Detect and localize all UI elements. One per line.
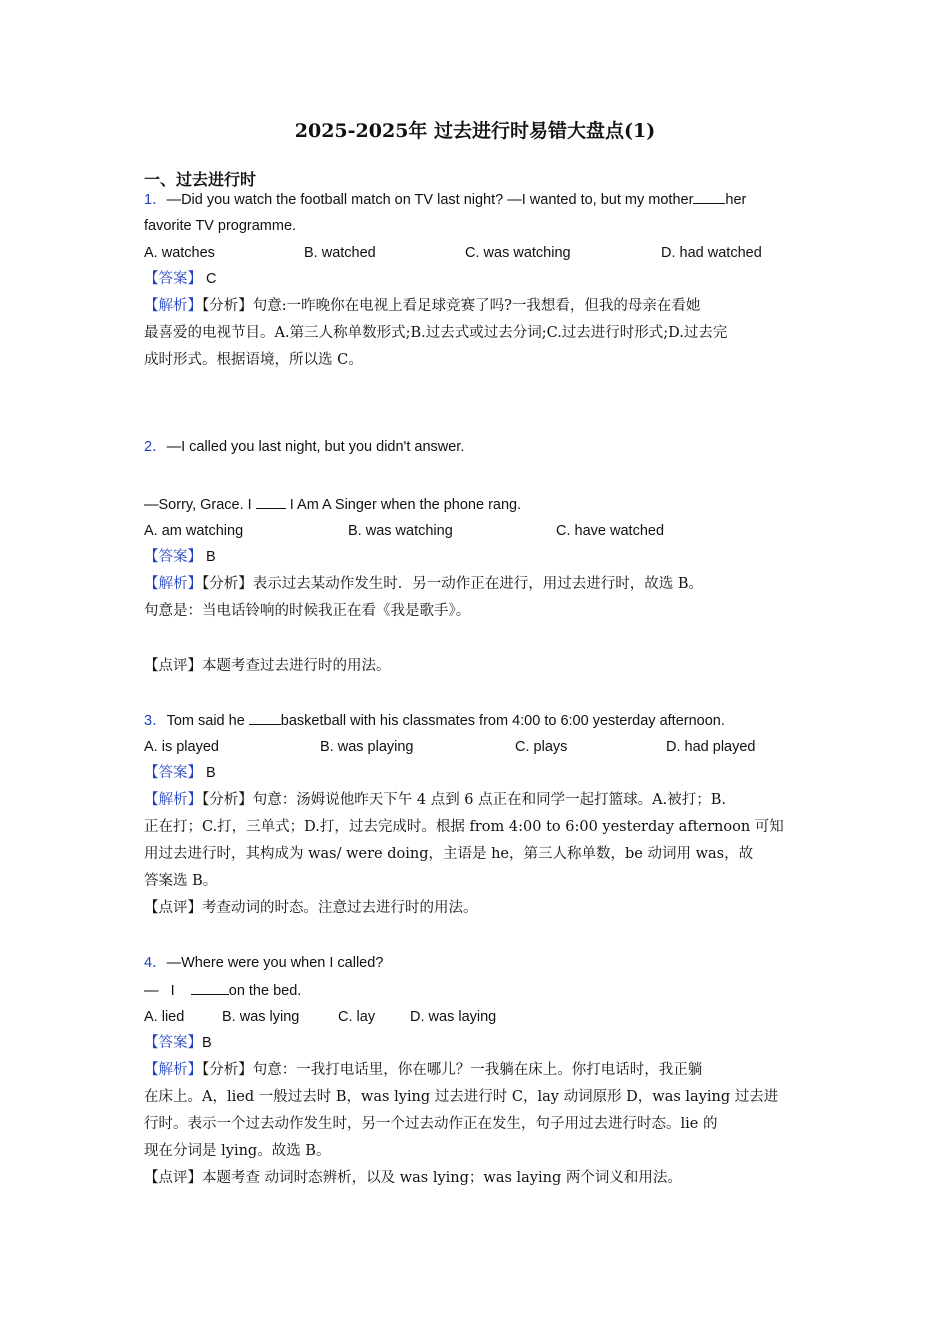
question-1-stem-line-1 (144, 189, 746, 210)
answer-value: B (206, 549, 216, 565)
answer-value: B (206, 765, 216, 781)
question-3-analysis-line-4: 答案选 B。 (144, 873, 218, 889)
answer-label: 【答案】 (144, 1035, 202, 1051)
question-4-option-c: C. lay (338, 1009, 376, 1025)
question-1-blank (693, 189, 725, 204)
question-3-options (144, 737, 804, 757)
question-3-option-d: D. had played (666, 739, 756, 755)
question-4-option-a: A. lied (144, 1009, 185, 1025)
answer-label: 【答案】 (144, 271, 202, 287)
question-2-analysis-line-1 (144, 574, 703, 594)
analysis-text: 【分析】句意：一我打电话里，你在哪儿？一我躺在床上。你打电话时，我正躺 (202, 1062, 703, 1078)
question-3-option-b: B. was playing (320, 739, 414, 755)
question-4-stem-line-1 (144, 953, 383, 973)
question-1-analysis-line-2: 最喜爱的电视节目。A.第三人称单数形式;B.过去式或过去分词;C.过去进行时形式;D.过去完 (144, 325, 728, 341)
question-2-options (144, 521, 744, 541)
question-1-option-b: B. watched (304, 245, 376, 261)
question-1-number: 1． (144, 192, 167, 208)
question-4-comment: 【点评】本题考查 动词时态辨析，以及 was lying；was laying 两个词义和用法。 (144, 1170, 682, 1186)
question-2-answer (144, 547, 216, 567)
question-1-text: —Did you watch the football match on TV last night? —I wanted to, but my mother (166, 192, 694, 208)
question-2-text-start: —Sorry, Grace. I (144, 497, 252, 513)
question-4-text-start: — I (144, 983, 175, 999)
section-heading: 一、过去进行时 (144, 170, 257, 189)
question-3-option-c: C. plays (515, 739, 568, 755)
question-1-analysis-line-1 (144, 296, 700, 316)
question-1-option-a: A. watches (144, 245, 215, 261)
analysis-label: 【解析】 (144, 792, 202, 808)
question-4-text-end: on the bed. (228, 983, 302, 999)
question-4-number: 4． (144, 955, 167, 971)
question-2-option-a: A. am watching (144, 523, 244, 539)
question-4-analysis-line-3: 行时。表示一个过去动作发生时，另一个过去动作正在发生，句子用过去进行时态。lie 的 (144, 1116, 718, 1132)
question-4-options (144, 1007, 544, 1027)
question-4-analysis-line-2: 在床上。A，lied 一般过去时 B，was lying 过去进行时 C，lay 动词原形 D，was laying 过去进 (144, 1089, 779, 1105)
question-1-text-end: her (725, 192, 747, 208)
question-4-answer (144, 1033, 212, 1053)
question-4-text: —Where were you when I called? (166, 955, 384, 971)
question-2-stem-line-2 (144, 494, 521, 515)
question-2-text-end: I Am A Singer when the phone rang. (289, 497, 522, 513)
question-3-option-a: A. is played (144, 739, 219, 755)
question-2-comment: 【点评】本题考查过去进行时的用法。 (144, 658, 391, 674)
question-4-stem-line-2 (144, 980, 301, 1001)
question-2-option-b: B. was watching (348, 523, 453, 539)
question-1-answer (144, 269, 217, 289)
question-2-number: 2． (144, 439, 167, 455)
question-2-text: —I called you last night, but you didn't answer. (166, 439, 465, 455)
answer-label: 【答案】 (144, 549, 202, 565)
question-2-analysis-line-2: 句意是：当电话铃响的时候我正在看《我是歌手》。 (144, 603, 471, 619)
question-1-stem-line-2: favorite TV programme. (144, 218, 297, 234)
question-3-analysis-line-1 (144, 790, 726, 810)
question-3-comment: 【点评】考查动词的时态。注意过去进行时的用法。 (144, 900, 478, 916)
answer-value: C (206, 271, 217, 287)
question-3-blank (249, 710, 281, 725)
question-3-answer (144, 763, 216, 783)
question-3-analysis-line-2: 正在打；C.打，三单式；D.打，过去完成时。根据 from 4:00 to 6:00 yesterday afternoon 可知 (144, 819, 784, 835)
answer-label: 【答案】 (144, 765, 202, 781)
question-3-number: 3． (144, 713, 167, 729)
question-1-option-d: D. had watched (661, 245, 762, 261)
question-1-option-c: C. was watching (465, 245, 571, 261)
analysis-text: 【分析】句意:一昨晚你在电视上看足球竞赛了吗?一我想看，但我的母亲在看她 (202, 298, 701, 314)
question-1-options (144, 243, 804, 263)
question-4-option-d: D. was laying (410, 1009, 497, 1025)
analysis-label: 【解析】 (144, 1062, 202, 1078)
question-4-blank (191, 980, 229, 995)
question-1-analysis-line-3: 成时形式。根据语境，所以选 C。 (144, 352, 363, 368)
question-4-analysis-line-4: 现在分词是 lying。故选 B。 (144, 1143, 331, 1159)
analysis-label: 【解析】 (144, 576, 202, 592)
analysis-label: 【解析】 (144, 298, 202, 314)
question-3-text-start: Tom said he (166, 713, 245, 729)
question-4-option-b: B. was lying (222, 1009, 300, 1025)
question-4-analysis-line-1 (144, 1060, 702, 1080)
document-title: 2025-2025年 过去进行时易错大盘点(1) (294, 120, 656, 142)
question-3-stem-line-1 (144, 710, 725, 731)
analysis-text: 【分析】句意：汤姆说他昨天下午 4 点到 6 点正在和同学一起打篮球。A.被打；B. (202, 792, 726, 808)
analysis-text: 【分析】表示过去某动作发生时．另一动作正在进行，用过去进行时，故选 B。 (202, 576, 704, 592)
question-2-option-c: C. have watched (556, 523, 665, 539)
question-3-analysis-line-3: 用过去进行时，其构成为 was/ were doing，主语是 he，第三人称单数，be 动词用 was，故 (144, 846, 754, 862)
question-2-stem-line-1 (144, 437, 464, 457)
answer-value: B (202, 1035, 212, 1051)
question-2-blank (256, 494, 286, 509)
question-3-text-end: basketball with his classmates from 4:00 to 6:00 yesterday afternoon. (280, 713, 725, 729)
